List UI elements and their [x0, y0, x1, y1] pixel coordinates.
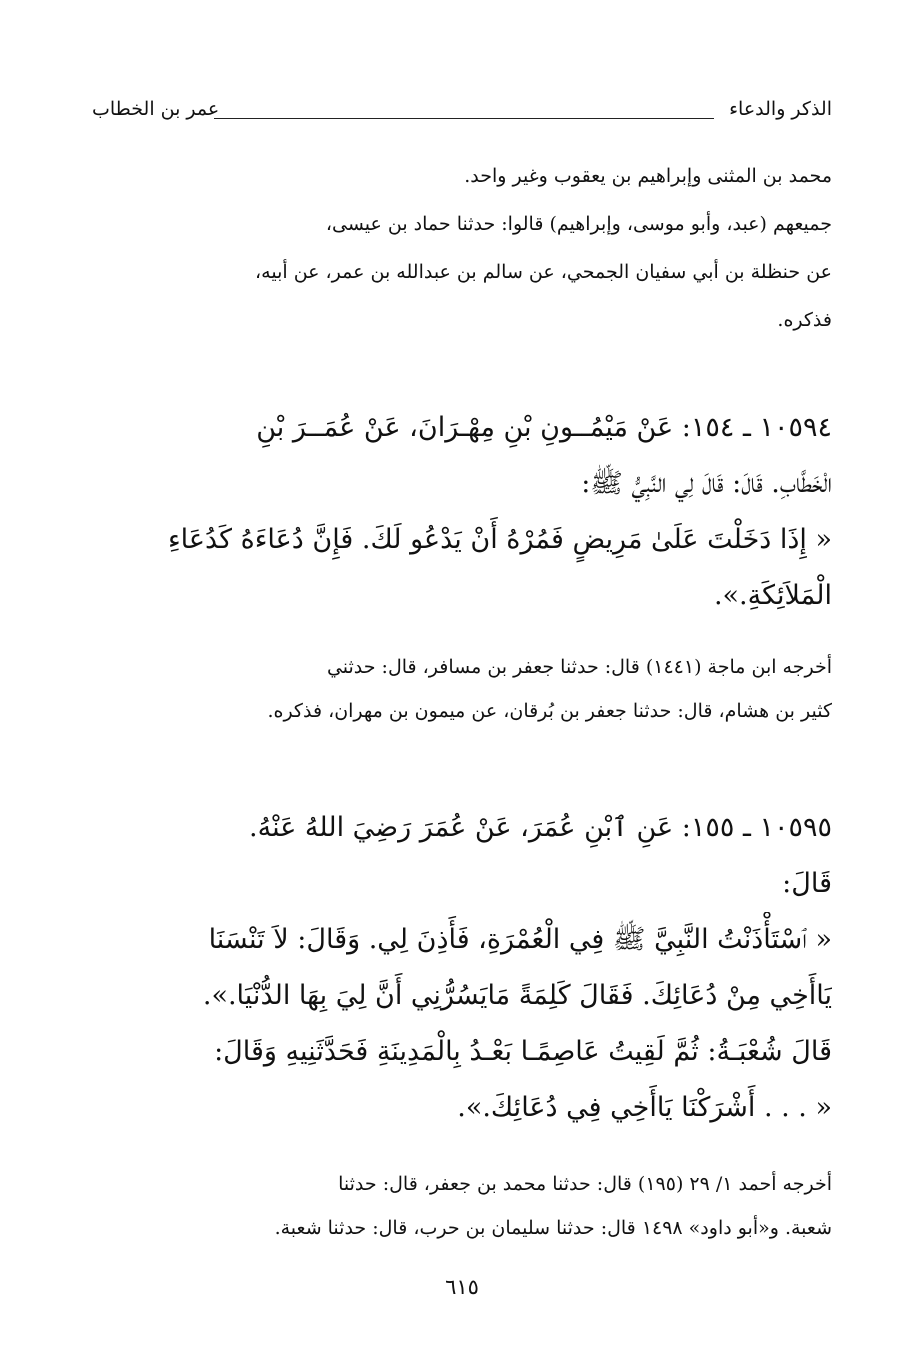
header-section-title: عمر بن الخطاب [92, 98, 220, 120]
hadith-line: يَاأَخِي مِنْ دُعَائِكَ. فَقَالَ كَلِمَةً مَايَسُرُّنِي أَنَّ لِيَ بِهَا الدُّنْيَا.». [202, 980, 832, 1011]
hadith-heading-line: ١٠٥٩٤ ـ ١٥٤: عَنْ مَيْمُــونِ بْنِ مِهْـرَانَ، عَنْ عُمَــرَ بْنِ [256, 412, 832, 443]
takhrij-line: أخرجه ابن ماجة (١٤٤١) قال: حدثنا جعفر بن مسافر، قال: حدثني [326, 656, 832, 678]
header-rule [214, 118, 714, 119]
takhrij-10594 [92, 645, 832, 733]
hadith-line: قَالَ: [782, 868, 832, 899]
hadith-heading-line: ١٠٥٩٥ ـ ١٥٥: عَنِ ٱبْنِ عُمَرَ، عَنْ عُمَرَ رَضِيَ اللهُ عَنْهُ. [249, 812, 832, 843]
header-chapter-title: الذكر والدعاء [729, 98, 832, 120]
hadith-line: « إِذَا دَخَلْتَ عَلَىٰ مَرِيضٍ فَمُرْهُ أَنْ يَدْعُو لَكَ. فَإِنَّ دُعَاءَهُ كَدُعَاءِ [167, 524, 832, 555]
text-line: جميعهم (عبد، وأبو موسى، وإبراهيم) قالوا: حدثنا حماد بن عيسى، [325, 213, 832, 235]
hadith-line: قَالَ شُعْبَـةُ: ثُمَّ لَقِيتُ عَاصِمًـا بَعْـدُ بِالْمَدِينَةِ فَحَدَّثَنِيهِ وَقَالَ: [214, 1036, 832, 1067]
hadith-line: الْخَطَّابِ. قَالَ: قَالَ لِي النَّبِيُّ ﷺ: [581, 468, 832, 499]
takhrij-line: كثير بن هشام، قال: حدثنا جعفر بن بُرقان، عن ميمون بن مهران، فذكره. [267, 700, 832, 722]
intro-paragraph [92, 152, 832, 344]
hadith-10594 [92, 400, 832, 624]
running-header [92, 98, 832, 128]
text-line: محمد بن المثنى وإبراهيم بن يعقوب وغير واحد. [464, 165, 832, 187]
hadith-10595 [92, 800, 832, 1136]
takhrij-line: شعبة. و«أبو داود» ١٤٩٨ قال: حدثنا سليمان بن حرب، قال: حدثنا شعبة. [274, 1217, 832, 1239]
hadith-line: « ٱسْتَأْذَنْتُ النَّبِيَّ ﷺ فِي الْعُمْرَةِ، فَأَذِنَ لِي. وَقَالَ: لاَ تَنْسَنَا [208, 924, 832, 955]
page-number: ٦١٥ [445, 1275, 479, 1299]
takhrij-line: أخرجه أحمد ١/ ٢٩ (١٩٥) قال: حدثنا محمد بن جعفر، قال: حدثنا [338, 1173, 832, 1195]
takhrij-10595 [92, 1162, 832, 1250]
text-line: فذكره. [777, 309, 832, 331]
text-line: عن حنظلة بن أبي سفيان الجمحي، عن سالم بن عبدالله بن عمر، عن أبيه، [255, 261, 832, 283]
hadith-line: « . . . أَشْرَكْنَا يَاأَخِي فِي دُعَائِكَ.». [457, 1092, 832, 1123]
hadith-line: الْمَلاَئِكَةِ.». [713, 580, 832, 611]
